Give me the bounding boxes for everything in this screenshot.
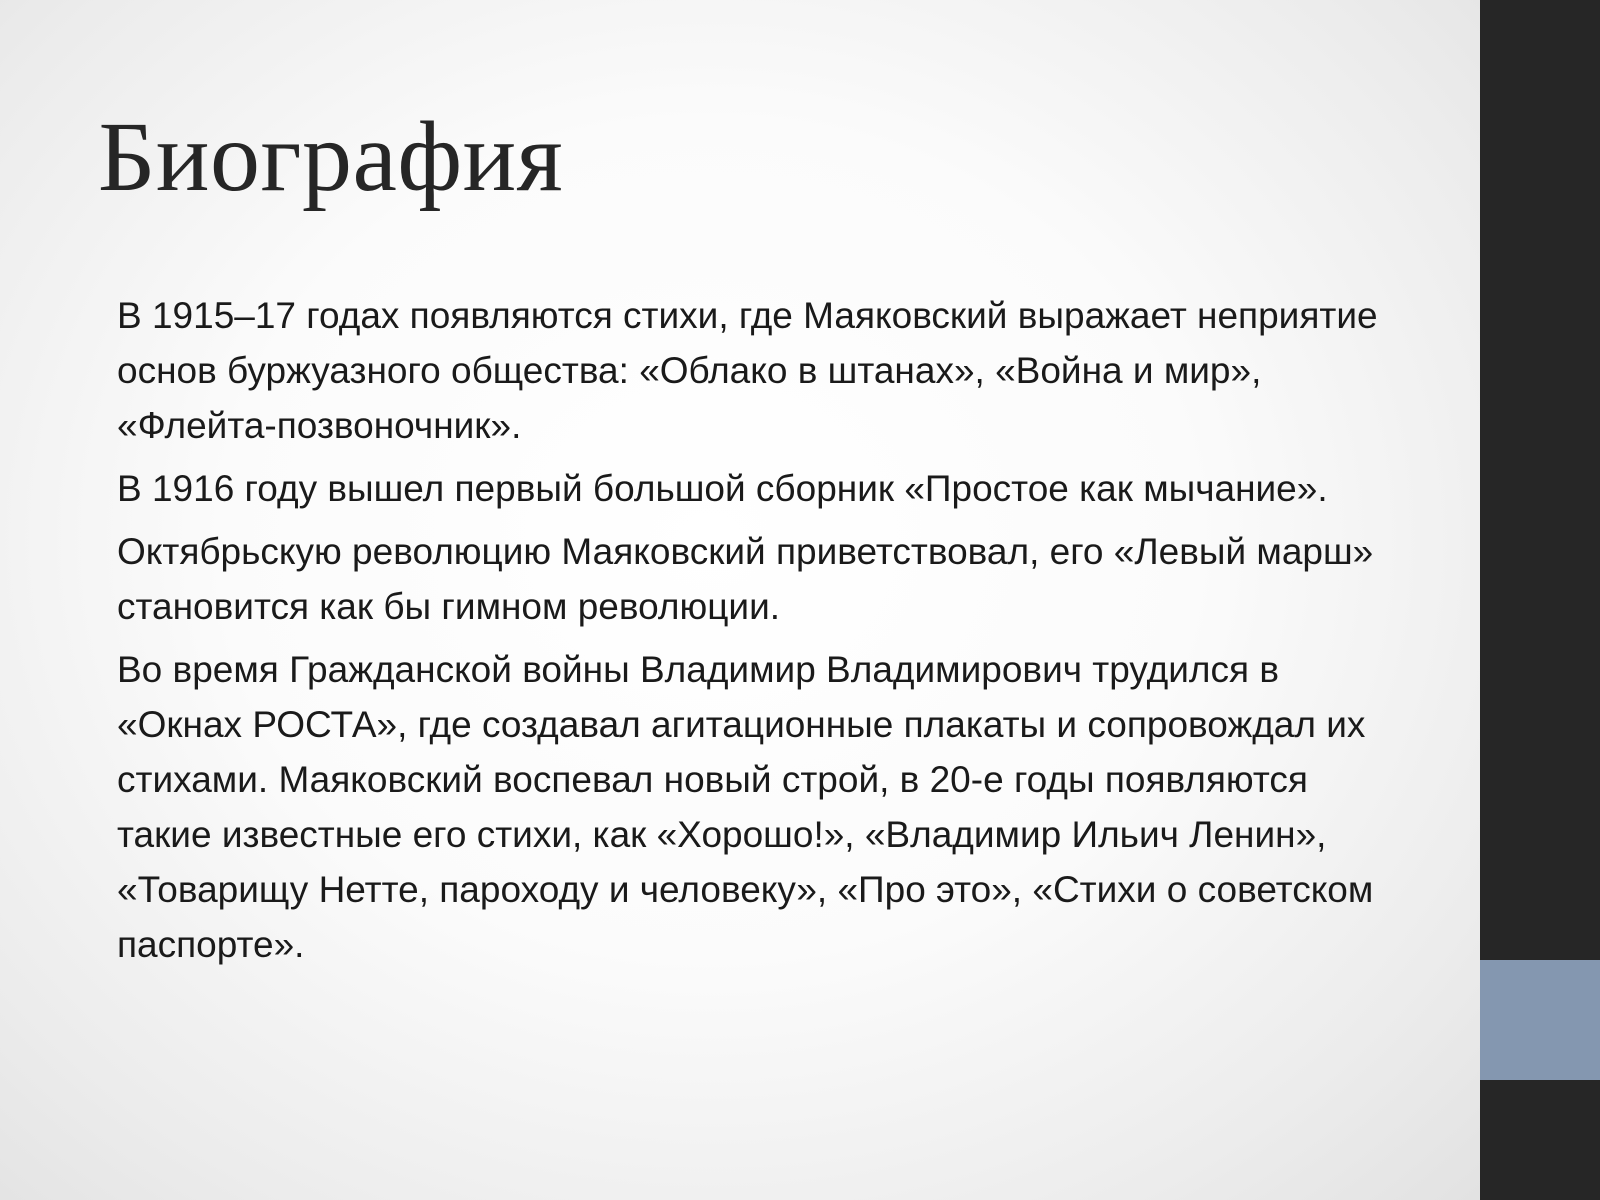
paragraph-civil-war: Во время Гражданской войны Владимир Владимирович трудился в «Окнах РОСТА», где создавал агитационные плакаты и сопровождал их стихами. Маяковский воспевал новый строй, в 20-е годы появляются такие известные его стихи, как «Хорошо!», «Владимир Ильич Ленин», «Товарищу Нетте, пароходу и человеку», «Про это», «Стихи о советском паспорте». (117, 649, 1374, 965)
sidebar-accent-block (1480, 960, 1600, 1080)
slide-title: Биография (98, 101, 564, 212)
right-sidebar-bar (1480, 0, 1600, 1200)
paragraph-1916: В 1916 году вышел первый большой сборник «Простое как мычание». (117, 468, 1328, 509)
slide-body (117, 288, 1407, 980)
paragraph-revolution: Октябрьскую революцию Маяковский приветствовал, его «Левый марш» становится как бы гимном революции. (117, 531, 1374, 627)
paragraph-1915: В 1915–17 годах появляются стихи, где Маяковский выражает неприятие основ буржуазного общества: «Облако в штанах», «Война и мир», «Флейта-позвоночник». (117, 295, 1378, 446)
